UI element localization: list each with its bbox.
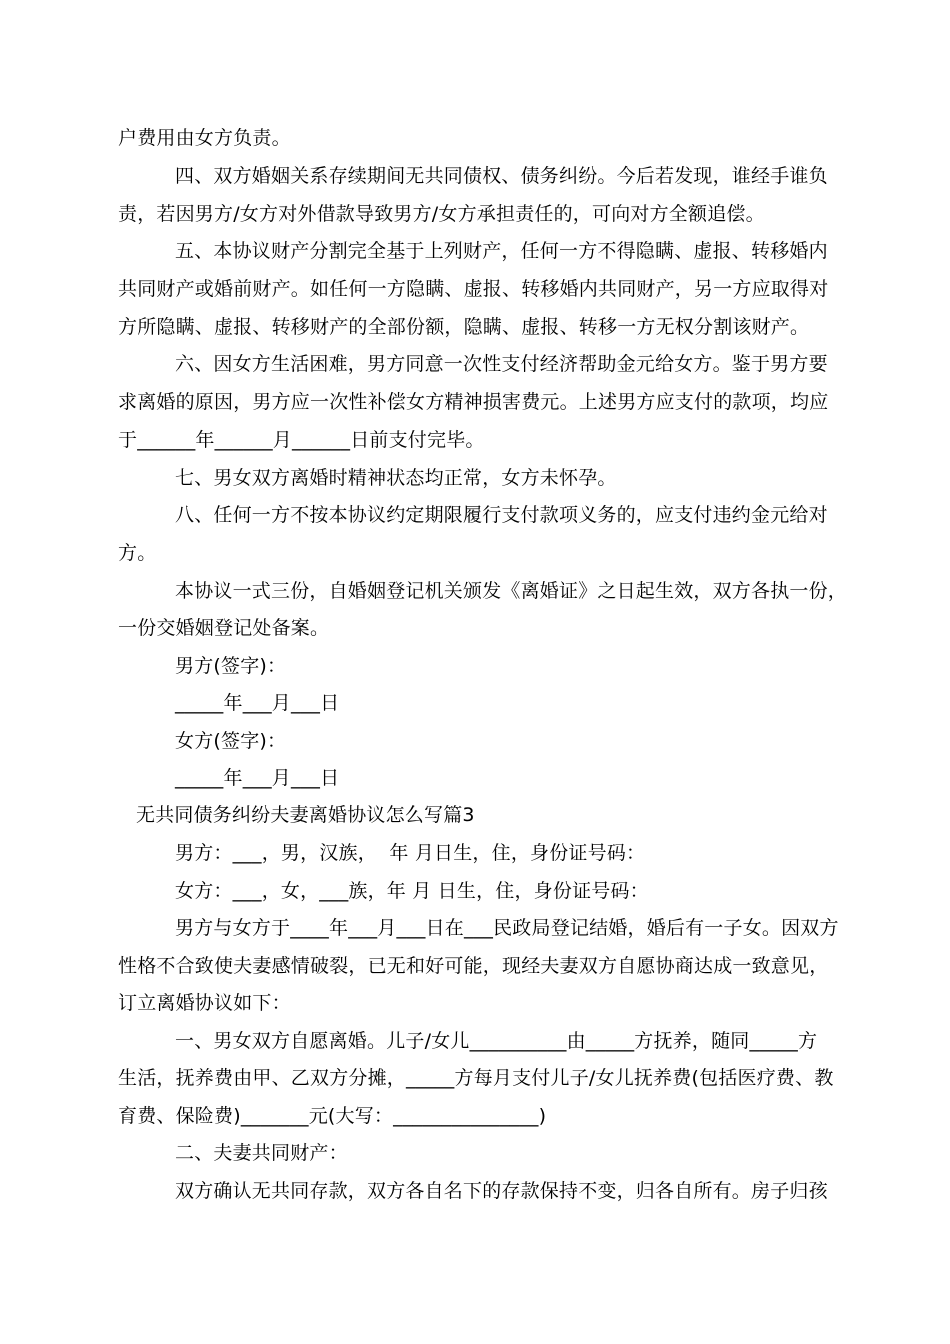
text-line: 本协议一式三份，自婚姻登记机关颁发《离婚证》之日起生效，双方各执一份， [175,580,848,602]
text-line: 一、男女双方自愿离婚。儿子/女儿__________由_____方抚养，随同_____方 [175,1030,818,1052]
text-line: 性格不合致使夫妻感情破裂，已无和好可能，现经夫妻双方自愿协商达成一致意见， [118,955,829,977]
text-line: 方所隐瞒、虚报、转移财产的全部份额，隐瞒、虚报、转移一方无权分割该财产。 [118,316,810,338]
text-line: 六、因女方生活困难，男方同意一次性支付经济帮助金元给女方。鉴于男方要 [175,353,828,375]
text-line: 男方：___，男，汉族， 年 月日生，住，身份证号码： [175,842,646,864]
text-line: 五、本协议财产分割完全基于上列财产，任何一方不得隐瞒、虚报、转移婚内 [175,240,828,262]
text-line: 育费、保险费)_______元(大写：_______________) [118,1105,547,1127]
text-line: 八、任何一方不按本协议约定期限履行支付款项义务的，应支付违约金元给对 [175,504,828,526]
date-blank-male: _____年___月___日 [175,692,340,714]
text-line: 方。 [118,542,157,564]
text-line: 女方：___，女，___族，年 月 日生，住，身份证号码： [175,880,649,902]
text-line: 二、夫妻共同财产： [175,1142,348,1164]
text-line: 七、男女双方离婚时精神状态均正常，女方未怀孕。 [175,467,617,489]
text-line: 男方与女方于____年___月___日在___民政局登记结婚，婚后有一子女。因双方 [175,917,839,939]
text-line: 一份交婚姻登记处备案。 [118,617,330,639]
text-line: 责，若因男方/女方对外借款导致男方/女方承担责任的，可向对方全额追偿。 [118,203,765,225]
signature-label-male: 男方(签字)： [175,655,287,677]
text-line: 订立离婚协议如下： [118,992,291,1014]
signature-label-female: 女方(签字)： [175,730,287,752]
text-line: 共同财产或婚前财产。如任何一方隐瞒、虚报、转移婚内共同财产，另一方应取得对 [118,278,829,300]
section-heading: 无共同债务纠纷夫妻离婚协议怎么写篇3 [136,804,475,826]
date-blank-female: _____年___月___日 [175,767,340,789]
text-line: 求离婚的原因，男方应一次性补偿女方精神损害费元。上述男方应支付的款项，均应 [118,391,829,413]
text-line: 于______年______月______日前支付完毕。 [118,429,485,451]
text-line: 四、双方婚姻关系存续期间无共同债权、债务纠纷。今后若发现，谁经手谁负 [175,165,828,187]
text-line: 生活，抚养费由甲、乙双方分摊，_____方每月支付儿子/女儿抚养费(包括医疗费、教 [118,1067,834,1089]
text-line: 双方确认无共同存款，双方各自名下的存款保持不变，归各自所有。房子归孩 [175,1180,828,1202]
text-line: 户费用由女方负责。 [118,127,291,149]
